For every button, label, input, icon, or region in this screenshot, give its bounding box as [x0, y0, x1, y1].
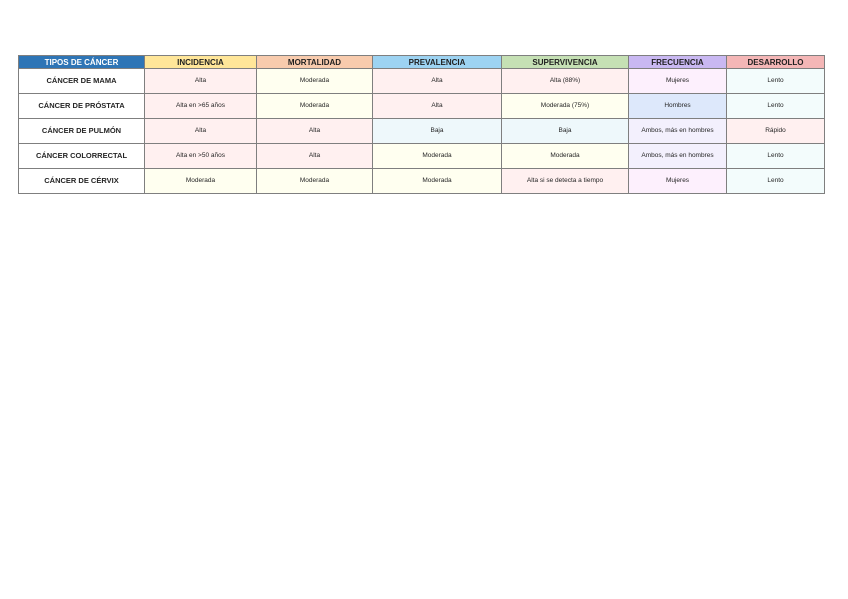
header-cell-tipos[interactable]: TIPOS DE CÁNCER: [19, 56, 145, 69]
row-header-cell[interactable]: CÁNCER DE PULMÓN: [19, 119, 145, 144]
header-cell-supervivencia[interactable]: SUPERVIVENCIA: [502, 56, 629, 69]
header-cell-incidencia[interactable]: INCIDENCIA: [145, 56, 257, 69]
table-cell[interactable]: Moderada: [502, 144, 629, 169]
table-cell[interactable]: Ambos, más en hombres: [629, 119, 727, 144]
table-cell[interactable]: Moderada: [257, 69, 373, 94]
table-cell[interactable]: Moderada: [257, 94, 373, 119]
table-cell[interactable]: Ambos, más en hombres: [629, 144, 727, 169]
table-body: [19, 69, 825, 194]
table-cell[interactable]: Mujeres: [629, 69, 727, 94]
table-cell[interactable]: Alta en >50 años: [145, 144, 257, 169]
row-header-cell[interactable]: CÁNCER DE CÉRVIX: [19, 169, 145, 194]
table-cell[interactable]: Moderada: [257, 169, 373, 194]
table-cell[interactable]: Alta: [257, 144, 373, 169]
row-header-cell[interactable]: CÁNCER COLORRECTAL: [19, 144, 145, 169]
table-cell[interactable]: Moderada: [145, 169, 257, 194]
table-cell[interactable]: Moderada: [373, 169, 502, 194]
table-cell[interactable]: Alta: [145, 119, 257, 144]
table-row: [19, 144, 825, 169]
spreadsheet-area: [18, 55, 824, 194]
table-cell[interactable]: Hombres: [629, 94, 727, 119]
table-cell[interactable]: Alta si se detecta a tiempo: [502, 169, 629, 194]
table-row: [19, 169, 825, 194]
table-cell[interactable]: Alta: [257, 119, 373, 144]
table-cell[interactable]: Lento: [727, 94, 825, 119]
header-cell-prevalencia[interactable]: PREVALENCIA: [373, 56, 502, 69]
table-cell[interactable]: Alta en >65 años: [145, 94, 257, 119]
table-row: [19, 69, 825, 94]
table-cell[interactable]: Lento: [727, 69, 825, 94]
header-cell-desarrollo[interactable]: DESARROLLO: [727, 56, 825, 69]
header-row: [19, 56, 825, 69]
header-cell-frecuencia[interactable]: FRECUENCIA: [629, 56, 727, 69]
table-cell[interactable]: Rápido: [727, 119, 825, 144]
row-header-cell[interactable]: CÁNCER DE PRÓSTATA: [19, 94, 145, 119]
header-cell-mortalidad[interactable]: MORTALIDAD: [257, 56, 373, 69]
table-cell[interactable]: Lento: [727, 169, 825, 194]
table-cell[interactable]: Baja: [373, 119, 502, 144]
row-header-cell[interactable]: CÁNCER DE MAMA: [19, 69, 145, 94]
table-cell[interactable]: Baja: [502, 119, 629, 144]
table-cell[interactable]: Alta (88%): [502, 69, 629, 94]
table-cell[interactable]: Mujeres: [629, 169, 727, 194]
table-row: [19, 119, 825, 144]
table-cell[interactable]: Alta: [145, 69, 257, 94]
table-cell[interactable]: Alta: [373, 94, 502, 119]
table-cell[interactable]: Moderada (75%): [502, 94, 629, 119]
table-cell[interactable]: Lento: [727, 144, 825, 169]
table-row: [19, 94, 825, 119]
table-cell[interactable]: Moderada: [373, 144, 502, 169]
cancer-comparison-table: [18, 55, 825, 194]
table-cell[interactable]: Alta: [373, 69, 502, 94]
